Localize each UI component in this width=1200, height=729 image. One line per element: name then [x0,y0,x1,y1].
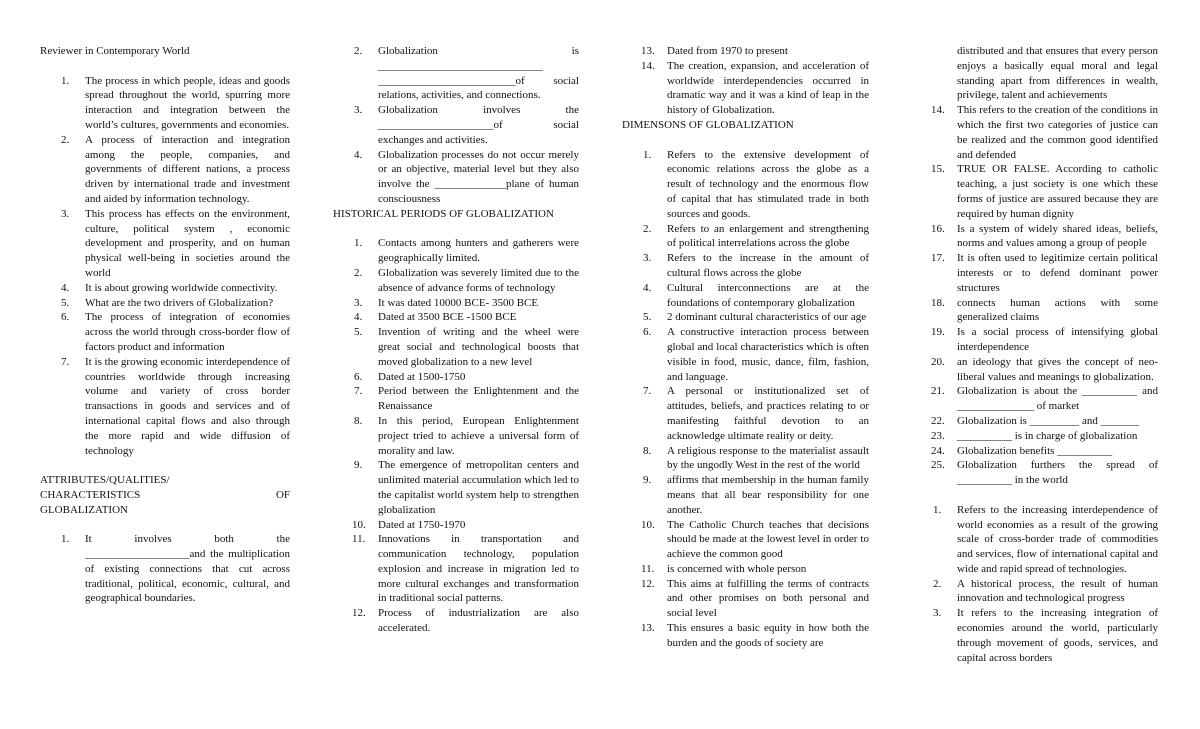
list-item [622,148,869,222]
item-number: 22. [931,414,945,427]
list-item [333,370,579,385]
item-text: This refers to the creation of the conditions in which the first two categories of justice can be realized and the common good identified and defended [957,104,1158,161]
list-item [912,414,1158,429]
list-item [333,148,579,207]
item-text: This process has effects on the environment, culture, political system , economic development and prosperity, and on human physical well-being in societies around the world [85,207,290,279]
item-number: 2. [643,222,652,235]
list-item [622,444,869,474]
item-text: Process of industrialization are also accelerated. [378,607,579,635]
list-item [912,429,1158,444]
item-number: 2. [354,45,363,57]
item-text: Refers to the increase in the amount of cultural flows across the globe [667,252,869,279]
item-number: 3. [354,104,363,117]
list-item [40,281,290,296]
column-3 [622,44,869,651]
list-item [40,355,290,459]
item-number: 21. [931,385,945,398]
item-number: 9. [354,459,363,472]
attributes-heading-line3: GLOBALIZATION [40,503,128,516]
item-number: 1. [354,237,363,250]
item-number: 17. [931,252,945,265]
list-item [912,325,1158,355]
item-number: 8. [643,444,652,457]
list-item [912,384,1158,414]
list-item [912,577,1158,607]
list-col2 [333,44,579,207]
item-text: Globalization was severely limited due to the absence of advance forms of technology [378,266,579,294]
item-number: 23. [931,429,945,442]
item-number: 16. [931,222,945,235]
list-item [40,133,290,207]
item-number: 4. [354,311,363,324]
list-dimensions [622,148,869,651]
list-item [333,325,579,369]
item-text: This ensures a basic equity in how both the burden and the goods of society are [667,622,869,649]
item-text: It refers to the increasing integration of economies around the world, particularly through movement of goods, services, and capital across borders [957,607,1158,664]
item-text: A process of interaction and integration among the people, companies, and governments of different nations, a process driven by international trade and investment and aided by information technology. [85,133,290,205]
item-text: Dated at 3500 BCE -1500 BCE [378,311,517,324]
item-number: 10. [641,518,655,531]
list-item [333,384,579,414]
list-item [333,103,579,147]
list-item [912,222,1158,252]
item-number: 5. [354,326,363,339]
list-item [40,310,290,354]
dimensions-heading: DIMENSONS OF GLOBALIZATION [622,118,794,131]
item-text: Globalization furthers the spread of __________ in the world [957,459,1158,487]
item-number: 6. [643,326,652,339]
item-text: A religious response to the materialist assault by the ungodly West in the rest of the world [667,444,869,472]
item-text: In this period, European Enlightenment project tried to achieve a universal form of morality and law. [378,414,579,457]
list-item [40,296,290,311]
item-number: 11. [641,562,655,575]
list-item [333,44,579,103]
list-historical [333,236,579,636]
item-number: 5. [61,296,70,309]
item-text: This aims at fulfilling the terms of contracts and other promises on both personal and social level [667,577,869,620]
list-item [333,296,579,311]
item-text: The creation, expansion, and acceleration of worldwide interdependencies occurred in dramatic way and it was a kind of leap in the history of Globalization. [667,59,869,117]
item-text: The emergence of metropolitan centers and unlimited material accumulation which led to the capitalist world system help to strengthen globalization [378,459,579,516]
list-item [912,503,1158,577]
list-item [912,458,1158,488]
item-number: 6. [354,370,363,383]
item-number: 1. [61,533,70,546]
item-number: 9. [643,474,652,487]
list-item [912,251,1158,295]
item-number: 11. [352,533,366,546]
list-item [40,532,290,606]
item-text: Period between the Enlightenment and the Renaissance [378,385,579,413]
item-number: 1. [933,503,942,516]
item-number: 24. [931,444,945,457]
item-number: 13. [641,45,655,57]
list-item [622,310,869,325]
list-attributes [40,532,290,606]
list-item [40,74,290,133]
item-number: 1. [61,74,70,87]
list-item [333,606,579,636]
item-number: 2. [354,266,363,279]
item-text: Refers to the extensive development of economic relations across the globe as a result of technology and the enormous flow of capital that has stimulated trade in both sources and goods. [667,148,869,220]
list-item [622,281,869,311]
item-text: Globalization is ______________________________ _________________________of social relations, activities, and connections. [378,45,579,102]
list-item [912,606,1158,665]
list-final [912,503,1158,666]
column-4 [912,44,1158,665]
item-text: Globalization is about the __________ and ______________ of market [957,385,1158,413]
item-number: 13. [641,622,655,635]
list-item [622,577,869,621]
list-item [622,562,869,577]
item-number: 20. [931,355,945,368]
list-item [912,296,1158,326]
list-item [912,103,1158,162]
item-text: Contacts among hunters and gatherers were geographically limited. [378,237,579,265]
item-number: 10. [352,518,366,531]
item-text: Refers to the increasing interdependence of world economies as a result of the growing scale of cross-border trade of commodities and services, flow of international capital and wide and rapid spread of technologies. [957,503,1158,575]
item-text: The Catholic Church teaches that decisions should be made at the lowest level in order to achieve the common good [667,518,869,561]
item-number: 7. [643,385,652,398]
list-item [912,162,1158,221]
list-col4 [912,103,1158,488]
item-text: A constructive interaction process between global and local characteristics which is often visible in food, music, dance, film, fashion, and language. [667,326,869,383]
item-text: Globalization benefits __________ [957,444,1113,457]
item-text: connects human actions with some generalized claims [957,296,1158,324]
item-number: 15. [931,163,945,176]
item-text: The process in which people, ideas and goods spread throughout the world, spurring more interaction and integration between the world’s cultures, governments and economies. [85,74,290,131]
list-col3 [622,44,869,118]
list-item [622,44,869,59]
item-text: A historical process, the result of human innovation and technological progress [957,577,1158,605]
item-number: 2. [933,577,942,590]
item-text: The process of integration of economies across the world through cross-border flow of factors product and information [85,311,290,353]
item-text: Invention of writing and the wheel were great social and technological boosts that moved globalization to a new level [378,326,579,368]
item-number: 1. [643,148,652,161]
item-number: 4. [643,281,652,294]
list-item [333,518,579,533]
item-text: It was dated 10000 BCE- 3500 BCE [378,296,539,309]
item-text: affirms that membership in the human family means that all bear responsibility for one another. [667,474,869,516]
item-number: 7. [354,385,363,398]
list-item [333,532,579,606]
list-item [622,59,869,118]
list-item [333,414,579,458]
item-number: 12. [352,607,366,620]
continuation-text: distributed and that ensures that every person enjoys a basically equal moral and legal standing apart from differences in wealth, privilege, talent and achievements [957,45,1158,102]
item-text: Is a system of widely shared ideas, beliefs, norms and values among a group of people [957,222,1158,250]
item-text: Dated from 1970 to present [667,45,788,57]
list-item [622,325,869,384]
list-item [912,355,1158,385]
item-number: 19. [931,326,945,339]
attributes-heading-line1: ATTRIBUTES/QUALITIES/ [40,474,170,487]
list-item [333,458,579,517]
list-item [333,266,579,296]
item-number: 3. [933,607,942,620]
item-text: Is a social process of intensifying global interdependence [957,326,1158,353]
item-text: It is the growing economic interdependence of countries worldwide through increasing volume and variety of cross border transactions in goods and services and of international capital flows and also through the more rapid and wide diffusion of technology [85,355,290,457]
item-number: 2. [61,133,70,146]
item-number: 14. [931,104,945,117]
list-item [622,621,869,651]
item-number: 3. [354,296,363,309]
list-col1 [40,74,290,459]
item-text: 2 dominant cultural characteristics of our age [667,311,867,324]
list-item [622,251,869,281]
item-text: Dated at 1500-1750 [378,370,466,383]
item-text: is concerned with whole person [667,562,807,575]
column-1 [40,44,290,606]
list-item [912,444,1158,459]
list-item [622,518,869,562]
item-number: 4. [354,148,363,161]
item-text: Dated at 1750-1970 [378,518,466,531]
item-number: 5. [643,311,652,324]
item-number: 7. [61,355,70,368]
item-text: It is about growing worldwide connectivity. [85,281,278,294]
item-text: It is often used to legitimize certain political interests or to defend dominant power structures [957,252,1158,294]
item-number: 6. [61,311,70,324]
item-number: 18. [931,296,945,309]
historical-heading: HISTORICAL PERIODS OF GLOBALIZATION [333,207,554,220]
item-text: Cultural interconnections are at the foundations of contemporary globalization [667,281,869,309]
item-text: TRUE OR FALSE. According to catholic teaching, a just society is one which these forms of justice are assured because they are required by human dignity [957,163,1158,220]
item-text: an ideology that gives the concept of neo-liberal values and meanings to globalization. [957,355,1158,383]
column-2 [333,44,579,636]
item-text: Globalization involves the _____________________of social exchanges and activities. [378,104,579,146]
list-item [622,222,869,252]
item-number: 25. [931,459,945,472]
list-item [622,473,869,517]
item-text: Globalization processes do not occur merely or an objective, material level but they also involve the _____________plane of human consciousness [378,148,579,205]
item-number: 8. [354,414,363,427]
item-number: 4. [61,281,70,294]
list-item [40,207,290,281]
page-title: Reviewer in Contemporary World [40,45,190,57]
list-item [622,384,869,443]
item-text: Globalization is _________ and _______ [957,414,1140,427]
list-item [333,310,579,325]
item-text: Refers to an enlargement and strengthening of political interrelations across the globe [667,222,869,250]
item-number: 12. [641,577,655,590]
item-text: __________ is in charge of globalization [957,429,1138,442]
item-text: A personal or institutionalized set of attitudes, beliefs, and practices relating to or manifesting faithful devotion to an acknowledge ultimate reality or deity. [667,385,869,442]
attributes-heading-line2: CHARACTERISTICS OF [40,488,290,501]
item-number: 3. [61,207,70,220]
item-text: Innovations in transportation and communication technology, population explosion and increase in migration led to more cultural exchanges and transformation in traditional social patterns. [378,533,579,605]
item-text: What are the two drivers of Globalization? [85,296,274,309]
item-number: 14. [641,59,655,72]
list-item [333,236,579,266]
item-text: It involves both the ___________________and the multiplication of existing connections that cut across traditional, political, economic, cultural, and geographical boundaries. [85,533,290,605]
item-number: 3. [643,252,652,265]
